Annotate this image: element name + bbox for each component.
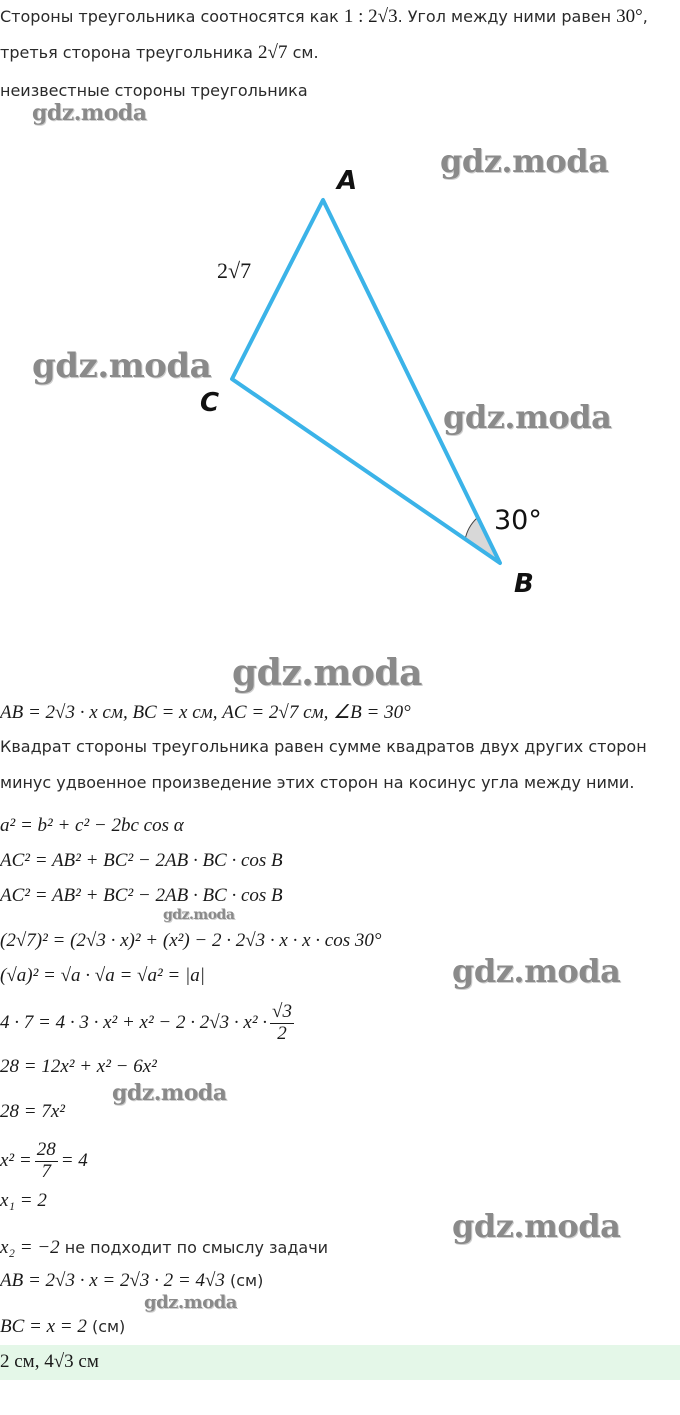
watermark: gdz.moda [32,346,212,386]
step-formula: (√a)² = √a · √a = √a² = |a| [0,965,205,986]
problem-line-3 [0,81,308,100]
unit-text: (см) [86,1317,126,1336]
watermark: gdz.moda [440,142,609,180]
step-formula: (2√7)² = (2√3 · x)² + (x²) − 2 · 2√3 · x · x · cos 30° [0,930,382,951]
unit-text: (см) [224,1271,264,1290]
side-value: 2√7 [258,42,288,63]
step-formula: 28 = 7x² [0,1101,65,1122]
fraction-numerator: √3 [272,1001,292,1022]
watermark: gdz.moda [163,907,235,923]
step-part: BC = x = 2 [0,1316,87,1337]
problem-text: Стороны треугольника соотносятся как [0,7,344,26]
vertex-b-label: B [514,569,534,599]
given-line: AB = 2√3 · x см, BC = x см, AC = 2√7 см, ∠B = 30° [0,702,411,723]
vertex-c-label: C [200,388,220,418]
step-part: AB = 2√3 · x = 2√3 · 2 = 4√3 [0,1270,225,1291]
problem-line-1 [0,6,648,28]
triangle-diagram [0,160,680,580]
step-formula: AC² = AB² + BC² − 2AB · BC · cos B [0,885,283,906]
step-formula [0,1140,88,1183]
theorem-line-2: минус удвоенное произведение этих сторон на косинус угла между ними. [0,773,635,792]
ratio-formula: 1 : 2√3 [343,6,398,27]
side-ac-label: 2√7 [217,258,252,283]
step-formula [0,1270,263,1292]
step-part: 4 · 7 = 4 · 3 · x² + x² − 2 · 2√3 · x² · [0,1012,268,1034]
answer-text: 2 см, 4√3 см [0,1351,99,1372]
problem-text: неизвестные стороны треугольника [0,81,308,100]
watermark: gdz.moda [32,100,147,126]
fraction [35,1140,58,1183]
unit-text: см. [287,43,319,62]
watermark: gdz.moda [144,1292,237,1313]
fraction [270,1002,294,1045]
angle-value: 30° [616,6,643,27]
step-formula [0,1316,125,1338]
triangle-abc [232,200,500,563]
step-formula: AC² = AB² + BC² − 2AB · BC · cos B [0,850,283,871]
step-part: x₂ = −2 [0,1237,60,1258]
watermark: gdz.moda [443,398,612,436]
fraction-numerator: 28 [36,1139,56,1160]
watermark: gdz.moda [112,1080,227,1106]
step-formula: 28 = 12x² + x² − 6x² [0,1056,157,1077]
watermark: gdz.moda [232,652,422,694]
problem-text: . Угол между ними равен [397,7,617,26]
angle-b-label: 30° [494,505,542,536]
step-part: не подходит по смыслу задачи [59,1238,329,1257]
watermark: gdz.moda [452,1207,621,1245]
theorem-line-1: Квадрат стороны треугольника равен сумме квадратов двух других сторон [0,737,647,756]
step-formula [0,1237,328,1259]
step-formula: a² = b² + c² − 2bc cos α [0,815,184,836]
watermark: gdz.moda [452,952,621,990]
fraction-denominator: 7 [41,1160,51,1182]
step-formula [0,1002,297,1045]
step-part: = 4 [60,1150,88,1172]
step-formula: x₁ = 2 [0,1190,47,1211]
answer-box [0,1345,680,1380]
problem-text: третья сторона треугольника [0,43,259,62]
fraction-denominator: 2 [277,1022,287,1044]
problem-text: , [642,7,648,26]
vertex-a-label: A [337,166,358,196]
step-part: x² = [0,1150,32,1172]
problem-line-2 [0,42,319,64]
